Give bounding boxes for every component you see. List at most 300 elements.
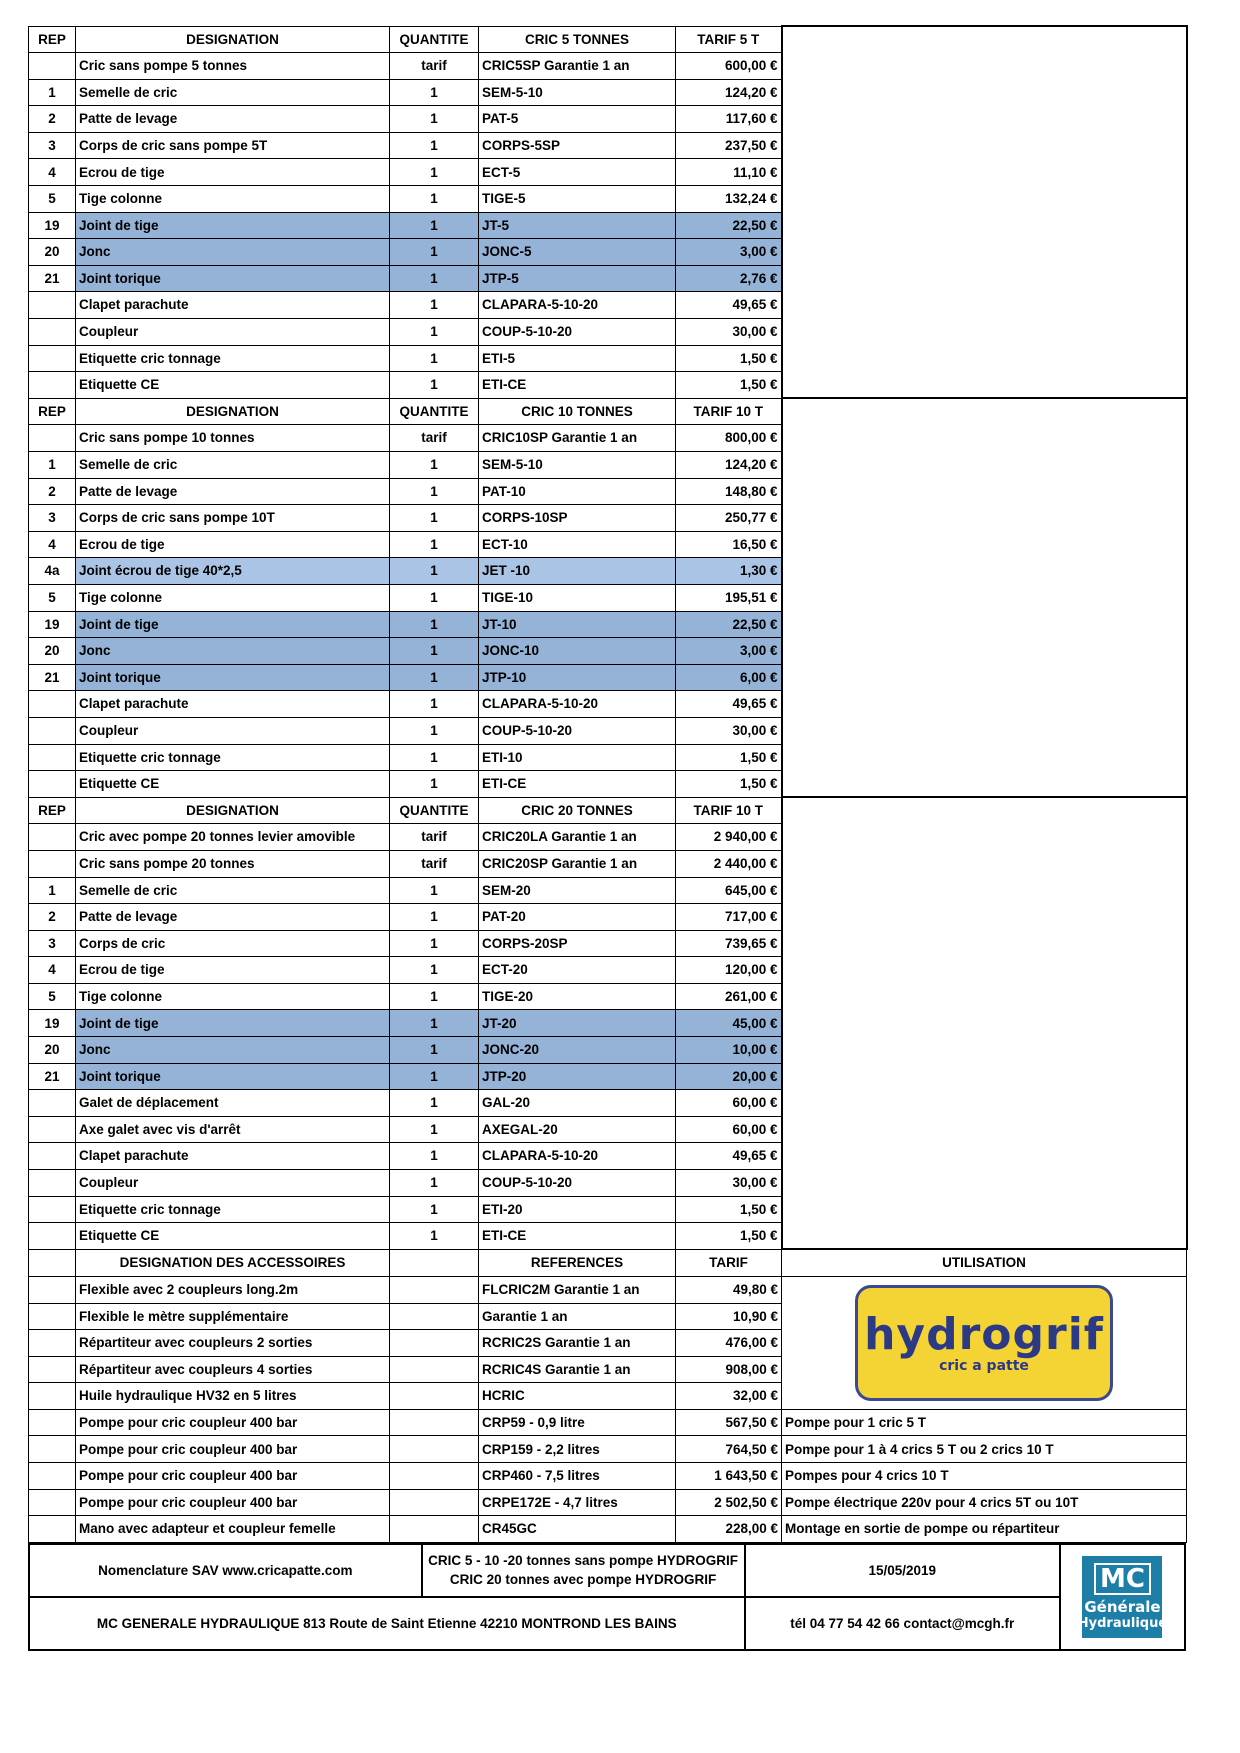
reference-cell: GAL-20: [479, 1090, 676, 1117]
designation-cell: Joint torique: [76, 265, 390, 292]
price-cell: 261,00 €: [676, 983, 782, 1010]
quantity-cell: 1: [390, 611, 479, 638]
mc-logo-cell: [1060, 1544, 1185, 1650]
price-cell: 1,50 €: [676, 1223, 782, 1250]
reference-cell: JT-5: [479, 212, 676, 239]
rep-cell: 21: [29, 1063, 76, 1090]
price-cell: 3,00 €: [676, 638, 782, 665]
quantity-cell: 1: [390, 79, 479, 106]
rep-cell: 3: [29, 930, 76, 957]
reference-cell: SEM-5-10: [479, 79, 676, 106]
designation-cell: Clapet parachute: [76, 1143, 390, 1170]
reference-cell: COUP-5-10-20: [479, 1170, 676, 1197]
reference-cell: CLAPARA-5-10-20: [479, 1143, 676, 1170]
quantity-cell: 1: [390, 106, 479, 133]
reference-cell: JTP-10: [479, 664, 676, 691]
reference-cell: ETI-CE: [479, 771, 676, 798]
notes-10t: [782, 398, 1187, 797]
quantity-cell: tarif: [390, 850, 479, 877]
footer-address: MC GENERALE HYDRAULIQUE 813 Route de Saint Etienne 42210 MONTROND LES BAINS: [29, 1597, 745, 1650]
quantity-cell: 1: [390, 558, 479, 585]
quantity-cell: tarif: [390, 425, 479, 452]
rep-cell: [29, 1276, 76, 1303]
rep-cell: 2: [29, 478, 76, 505]
accessory-reference: HCRIC: [479, 1383, 676, 1410]
price-cell: 124,20 €: [676, 452, 782, 479]
quantity-cell: 1: [390, 1090, 479, 1117]
price-cell: 600,00 €: [676, 53, 782, 80]
accessory-row: [29, 1409, 1187, 1436]
quantity-cell: 1: [390, 1196, 479, 1223]
price-cell: 2,76 €: [676, 265, 782, 292]
quantity-cell: 1: [390, 1037, 479, 1064]
designation-cell: Semelle de cric: [76, 79, 390, 106]
rep-cell: [29, 53, 76, 80]
reference-cell: ETI-CE: [479, 372, 676, 399]
reference-cell: ECT-20: [479, 957, 676, 984]
reference-cell: SEM-5-10: [479, 452, 676, 479]
quantity-cell: 1: [390, 1223, 479, 1250]
quantity-cell: tarif: [390, 53, 479, 80]
rep-cell: [29, 1090, 76, 1117]
quantity-cell: 1: [390, 478, 479, 505]
price-cell: 22,50 €: [676, 212, 782, 239]
rep-cell: [29, 1116, 76, 1143]
designation-cell: Corps de cric: [76, 930, 390, 957]
designation-cell: Joint de tige: [76, 611, 390, 638]
mc-logo-mark: MC: [1094, 1563, 1151, 1596]
price-cell: 739,65 €: [676, 930, 782, 957]
price-cell: 124,20 €: [676, 79, 782, 106]
price-cell: 16,50 €: [676, 531, 782, 558]
price-cell: 195,51 €: [676, 584, 782, 611]
rep-cell: 3: [29, 132, 76, 159]
quantity-cell: 1: [390, 771, 479, 798]
reference-cell: ETI-CE: [479, 1223, 676, 1250]
reference-cell: JTP-20: [479, 1063, 676, 1090]
reference-cell: JONC-20: [479, 1037, 676, 1064]
hydrogrif-logo-cell: [782, 1276, 1187, 1409]
quantity-cell: 1: [390, 292, 479, 319]
footer-products-line1: CRIC 5 - 10 -20 tonnes sans pompe HYDROGRIF: [428, 1553, 738, 1569]
accessory-designation: Mano avec adapteur et coupleur femelle: [76, 1516, 390, 1543]
rep-cell: [29, 1143, 76, 1170]
accessory-designation: Flexible le mètre supplémentaire: [76, 1303, 390, 1330]
accessory-reference: CRP59 - 0,9 litre: [479, 1409, 676, 1436]
reference-cell: JET -10: [479, 558, 676, 585]
price-cell: 2 440,00 €: [676, 850, 782, 877]
quantity-cell: 1: [390, 983, 479, 1010]
designation-cell: Joint de tige: [76, 1010, 390, 1037]
accessory-utilisation: Pompe pour 1 cric 5 T: [782, 1409, 1187, 1436]
price-cell: 30,00 €: [676, 1170, 782, 1197]
price-cell: 117,60 €: [676, 106, 782, 133]
designation-cell: Joint de tige: [76, 212, 390, 239]
rep-cell: [29, 1330, 76, 1357]
quantity-cell: 1: [390, 239, 479, 266]
accessory-price: 228,00 €: [676, 1516, 782, 1543]
designation-cell: Etiquette CE: [76, 372, 390, 399]
rep-cell: [29, 850, 76, 877]
rep-cell: 19: [29, 212, 76, 239]
quantity-cell: 1: [390, 1143, 479, 1170]
designation-cell: Galet de déplacement: [76, 1090, 390, 1117]
quantity-cell: 1: [390, 717, 479, 744]
designation-cell: Cric sans pompe 20 tonnes: [76, 850, 390, 877]
designation-cell: Tige colonne: [76, 584, 390, 611]
price-cell: 49,65 €: [676, 691, 782, 718]
reference-cell: JONC-10: [479, 638, 676, 665]
designation-cell: Etiquette cric tonnage: [76, 744, 390, 771]
acc-designation-header: DESIGNATION DES ACCESSOIRES: [76, 1249, 390, 1276]
accessory-price: 10,90 €: [676, 1303, 782, 1330]
rep-cell: [29, 425, 76, 452]
quantity-cell: [390, 1303, 479, 1330]
rep-cell: [29, 1463, 76, 1490]
footer-nomenclature: Nomenclature SAV www.cricapatte.com: [29, 1544, 422, 1597]
price-cell: 250,77 €: [676, 505, 782, 532]
headers_20t-header-row: [29, 797, 1187, 824]
designation-cell: Patte de levage: [76, 106, 390, 133]
rep-cell: 5: [29, 186, 76, 213]
price-cell: 132,24 €: [676, 186, 782, 213]
price-cell: 45,00 €: [676, 1010, 782, 1037]
price-cell: 237,50 €: [676, 132, 782, 159]
rep-cell: [29, 1489, 76, 1516]
rep-cell: [29, 1383, 76, 1410]
accessory-designation: Flexible avec 2 coupleurs long.2m: [76, 1276, 390, 1303]
designation-cell: Joint écrou de tige 40*2,5: [76, 558, 390, 585]
price-cell: 60,00 €: [676, 1090, 782, 1117]
reference-cell: AXEGAL-20: [479, 1116, 676, 1143]
quantity-cell: 1: [390, 638, 479, 665]
col-product-header: CRIC 10 TONNES: [479, 398, 676, 425]
rep-cell: [29, 345, 76, 372]
price-cell: 10,00 €: [676, 1037, 782, 1064]
hydrogrif-tagline: cric a patte: [939, 1357, 1029, 1374]
designation-cell: Etiquette CE: [76, 771, 390, 798]
rep-cell: 1: [29, 79, 76, 106]
reference-cell: JONC-5: [479, 239, 676, 266]
quantity-cell: [390, 1516, 479, 1543]
designation-cell: Corps de cric sans pompe 10T: [76, 505, 390, 532]
price-cell: 49,65 €: [676, 1143, 782, 1170]
quantity-cell: 1: [390, 1170, 479, 1197]
hydrogrif-logo: [855, 1285, 1113, 1401]
designation-cell: Etiquette cric tonnage: [76, 1196, 390, 1223]
quantity-cell: 1: [390, 1063, 479, 1090]
accessory-reference: Garantie 1 an: [479, 1303, 676, 1330]
reference-cell: CRIC10SP Garantie 1 an: [479, 425, 676, 452]
rep-cell: 1: [29, 452, 76, 479]
designation-cell: Axe galet avec vis d'arrêt: [76, 1116, 390, 1143]
reference-cell: ETI-20: [479, 1196, 676, 1223]
price-cell: 645,00 €: [676, 877, 782, 904]
designation-cell: Ecrou de tige: [76, 957, 390, 984]
quantity-cell: 1: [390, 159, 479, 186]
accessory-row: [29, 1516, 1187, 1543]
rep-cell: [29, 1196, 76, 1223]
rep-cell: 20: [29, 239, 76, 266]
designation-cell: Corps de cric sans pompe 5T: [76, 132, 390, 159]
price-cell: 6,00 €: [676, 664, 782, 691]
accessory-price: 908,00 €: [676, 1356, 782, 1383]
designation-cell: Ecrou de tige: [76, 159, 390, 186]
rep-cell: [29, 824, 76, 851]
rep-cell: [29, 1436, 76, 1463]
reference-cell: JT-10: [479, 611, 676, 638]
accessory-designation: Répartiteur avec coupleurs 2 sorties: [76, 1330, 390, 1357]
accessory-utilisation: Pompe pour 1 à 4 crics 5 T ou 2 crics 10 T: [782, 1436, 1187, 1463]
designation-cell: Patte de levage: [76, 478, 390, 505]
designation-cell: Ecrou de tige: [76, 531, 390, 558]
price-cell: 1,50 €: [676, 744, 782, 771]
quantity-cell: 1: [390, 1010, 479, 1037]
accessory-price: 567,50 €: [676, 1409, 782, 1436]
rep-cell: 21: [29, 265, 76, 292]
reference-cell: PAT-5: [479, 106, 676, 133]
price-cell: 20,00 €: [676, 1063, 782, 1090]
col-product-header: CRIC 20 TONNES: [479, 797, 676, 824]
designation-cell: Cric sans pompe 5 tonnes: [76, 53, 390, 80]
footer-date: 15/05/2019: [745, 1544, 1060, 1597]
quantity-cell: [390, 1463, 479, 1490]
rep-cell: 21: [29, 664, 76, 691]
rep-cell: 4: [29, 531, 76, 558]
designation-cell: Joint torique: [76, 1063, 390, 1090]
reference-cell: PAT-10: [479, 478, 676, 505]
quantity-cell: 1: [390, 186, 479, 213]
mc-logo-line1: Générale: [1084, 1598, 1161, 1617]
reference-cell: CORPS-5SP: [479, 132, 676, 159]
quantity-cell: [390, 1330, 479, 1357]
price-cell: 1,30 €: [676, 558, 782, 585]
accessory-reference: CRP159 - 2,2 litres: [479, 1436, 676, 1463]
rep-cell: 3: [29, 505, 76, 532]
accessory-price: 476,00 €: [676, 1330, 782, 1357]
rep-cell: 2: [29, 904, 76, 931]
designation-cell: Coupleur: [76, 1170, 390, 1197]
quantity-cell: 1: [390, 584, 479, 611]
accessory-price: 1 643,50 €: [676, 1463, 782, 1490]
designation-cell: Semelle de cric: [76, 877, 390, 904]
rep-cell: [29, 372, 76, 399]
quantity-cell: 1: [390, 1116, 479, 1143]
rep-cell: [29, 319, 76, 346]
rep-cell: [29, 292, 76, 319]
quantity-cell: 1: [390, 744, 479, 771]
acc-references-header: REFERENCES: [479, 1249, 676, 1276]
price-cell: 22,50 €: [676, 611, 782, 638]
reference-cell: CRIC5SP Garantie 1 an: [479, 53, 676, 80]
price-cell: 1,50 €: [676, 345, 782, 372]
price-cell: 1,50 €: [676, 1196, 782, 1223]
quantity-cell: 1: [390, 345, 479, 372]
quantity-cell: 1: [390, 505, 479, 532]
hydrogrif-brand: hydrogrif: [864, 1308, 1104, 1360]
rep-cell: 5: [29, 584, 76, 611]
reference-cell: TIGE-5: [479, 186, 676, 213]
reference-cell: JT-20: [479, 1010, 676, 1037]
designation-cell: Clapet parachute: [76, 691, 390, 718]
quantity-cell: 1: [390, 372, 479, 399]
accessory-designation: Pompe pour cric coupleur 400 bar: [76, 1489, 390, 1516]
rep-cell: 4: [29, 957, 76, 984]
accessory-price: 764,50 €: [676, 1436, 782, 1463]
rep-cell: 19: [29, 611, 76, 638]
price-cell: 120,00 €: [676, 957, 782, 984]
accessory-designation: Huile hydraulique HV32 en 5 litres: [76, 1383, 390, 1410]
accessory-utilisation: Montage en sortie de pompe ou répartiteur: [782, 1516, 1187, 1543]
rep-cell: 19: [29, 1010, 76, 1037]
designation-cell: Patte de levage: [76, 904, 390, 931]
accessory-utilisation: Pompe électrique 220v pour 4 crics 5T ou 10T: [782, 1489, 1187, 1516]
price-cell: 2 940,00 €: [676, 824, 782, 851]
col-rep-header: REP: [29, 797, 76, 824]
footer-products-line2: CRIC 20 tonnes avec pompe HYDROGRIF: [449, 1572, 717, 1588]
quantity-cell: 1: [390, 904, 479, 931]
mc-logo-line2: Hydraulique: [1077, 1616, 1168, 1632]
acc-tarif-header: TARIF: [676, 1249, 782, 1276]
rep-cell: 20: [29, 638, 76, 665]
designation-cell: Cric avec pompe 20 tonnes levier amovible: [76, 824, 390, 851]
mc-generale-hydraulique-logo: [1077, 1556, 1168, 1638]
notes-20t: [782, 797, 1187, 1249]
quantity-cell: [390, 1489, 479, 1516]
reference-cell: COUP-5-10-20: [479, 319, 676, 346]
headers_5t-header-row: [29, 26, 1187, 53]
reference-cell: ECT-5: [479, 159, 676, 186]
rep-cell: [29, 744, 76, 771]
col-rep-header: REP: [29, 26, 76, 53]
quantity-cell: 1: [390, 930, 479, 957]
rep-cell: [29, 717, 76, 744]
quantity-cell: 1: [390, 319, 479, 346]
designation-cell: Jonc: [76, 638, 390, 665]
price-cell: 49,65 €: [676, 292, 782, 319]
price-sheet: [28, 25, 1186, 1651]
designation-cell: Cric sans pompe 10 tonnes: [76, 425, 390, 452]
quantity-cell: [390, 1436, 479, 1463]
reference-cell: CRIC20LA Garantie 1 an: [479, 824, 676, 851]
col-designation-header: DESIGNATION: [76, 398, 390, 425]
footer: [28, 1543, 1186, 1651]
accessory-row: [29, 1436, 1187, 1463]
col-rep-header: REP: [29, 398, 76, 425]
quantity-cell: 1: [390, 212, 479, 239]
price-cell: 148,80 €: [676, 478, 782, 505]
rep-cell: [29, 1223, 76, 1250]
rep-cell: [29, 691, 76, 718]
price-cell: 1,50 €: [676, 771, 782, 798]
designation-cell: Clapet parachute: [76, 292, 390, 319]
price-cell: 60,00 €: [676, 1116, 782, 1143]
parts-table: [28, 25, 1188, 1543]
designation-cell: Etiquette CE: [76, 1223, 390, 1250]
rep-cell: 20: [29, 1037, 76, 1064]
accessory-row: [29, 1276, 1187, 1303]
designation-cell: Tige colonne: [76, 186, 390, 213]
accessory-designation: Répartiteur avec coupleurs 4 sorties: [76, 1356, 390, 1383]
designation-cell: Joint torique: [76, 664, 390, 691]
accessory-price: 2 502,50 €: [676, 1489, 782, 1516]
quantity-cell: [390, 1409, 479, 1436]
accessory-row: [29, 1463, 1187, 1490]
quantity-cell: [390, 1383, 479, 1410]
reference-cell: CLAPARA-5-10-20: [479, 292, 676, 319]
notes-5t: [782, 26, 1187, 398]
col-designation-header: DESIGNATION: [76, 797, 390, 824]
quantity-cell: 1: [390, 531, 479, 558]
reference-cell: ETI-10: [479, 744, 676, 771]
quantity-cell: 1: [390, 452, 479, 479]
accessory-reference: CRPE172E - 4,7 litres: [479, 1489, 676, 1516]
rep-cell: [29, 1356, 76, 1383]
price-cell: 717,00 €: [676, 904, 782, 931]
price-cell: 3,00 €: [676, 239, 782, 266]
accessory-designation: Pompe pour cric coupleur 400 bar: [76, 1463, 390, 1490]
col-product-header: CRIC 5 TONNES: [479, 26, 676, 53]
designation-cell: Coupleur: [76, 319, 390, 346]
price-cell: 1,50 €: [676, 372, 782, 399]
rep-cell: 1: [29, 877, 76, 904]
accessory-price: 32,00 €: [676, 1383, 782, 1410]
designation-cell: Tige colonne: [76, 983, 390, 1010]
quantity-cell: 1: [390, 265, 479, 292]
designation-cell: Coupleur: [76, 717, 390, 744]
price-cell: 30,00 €: [676, 319, 782, 346]
col-quantite-header: QUANTITE: [390, 797, 479, 824]
rep-cell: [29, 1409, 76, 1436]
quantity-cell: 1: [390, 877, 479, 904]
reference-cell: TIGE-10: [479, 584, 676, 611]
accessory-price: 49,80 €: [676, 1276, 782, 1303]
reference-cell: CORPS-20SP: [479, 930, 676, 957]
designation-cell: Jonc: [76, 1037, 390, 1064]
reference-cell: COUP-5-10-20: [479, 717, 676, 744]
reference-cell: TIGE-20: [479, 983, 676, 1010]
price-cell: 30,00 €: [676, 717, 782, 744]
acc-utilisation-header: UTILISATION: [782, 1249, 1187, 1276]
col-tarif-header: TARIF 5 T: [676, 26, 782, 53]
headers_10t-header-row: [29, 398, 1187, 425]
accessory-reference: CR45GC: [479, 1516, 676, 1543]
reference-cell: ETI-5: [479, 345, 676, 372]
rep-cell: 4: [29, 159, 76, 186]
rep-cell: [29, 771, 76, 798]
col-quantite-header: QUANTITE: [390, 26, 479, 53]
col-tarif-header: TARIF 10 T: [676, 797, 782, 824]
price-cell: 11,10 €: [676, 159, 782, 186]
reference-cell: SEM-20: [479, 877, 676, 904]
price-cell: 800,00 €: [676, 425, 782, 452]
accessory-designation: Pompe pour cric coupleur 400 bar: [76, 1436, 390, 1463]
reference-cell: PAT-20: [479, 904, 676, 931]
col-quantite-header: QUANTITE: [390, 398, 479, 425]
accessory-designation: Pompe pour cric coupleur 400 bar: [76, 1409, 390, 1436]
acc-quantite-header: [390, 1249, 479, 1276]
accessory-utilisation: Pompes pour 4 crics 10 T: [782, 1463, 1187, 1490]
rep-cell: [29, 1516, 76, 1543]
reference-cell: CRIC20SP Garantie 1 an: [479, 850, 676, 877]
accessory-reference: RCRIC2S Garantie 1 an: [479, 1330, 676, 1357]
reference-cell: ECT-10: [479, 531, 676, 558]
quantity-cell: 1: [390, 132, 479, 159]
accessory-row: [29, 1489, 1187, 1516]
quantity-cell: 1: [390, 957, 479, 984]
rep-cell: 2: [29, 106, 76, 133]
accessories-header-row: [29, 1249, 1187, 1276]
